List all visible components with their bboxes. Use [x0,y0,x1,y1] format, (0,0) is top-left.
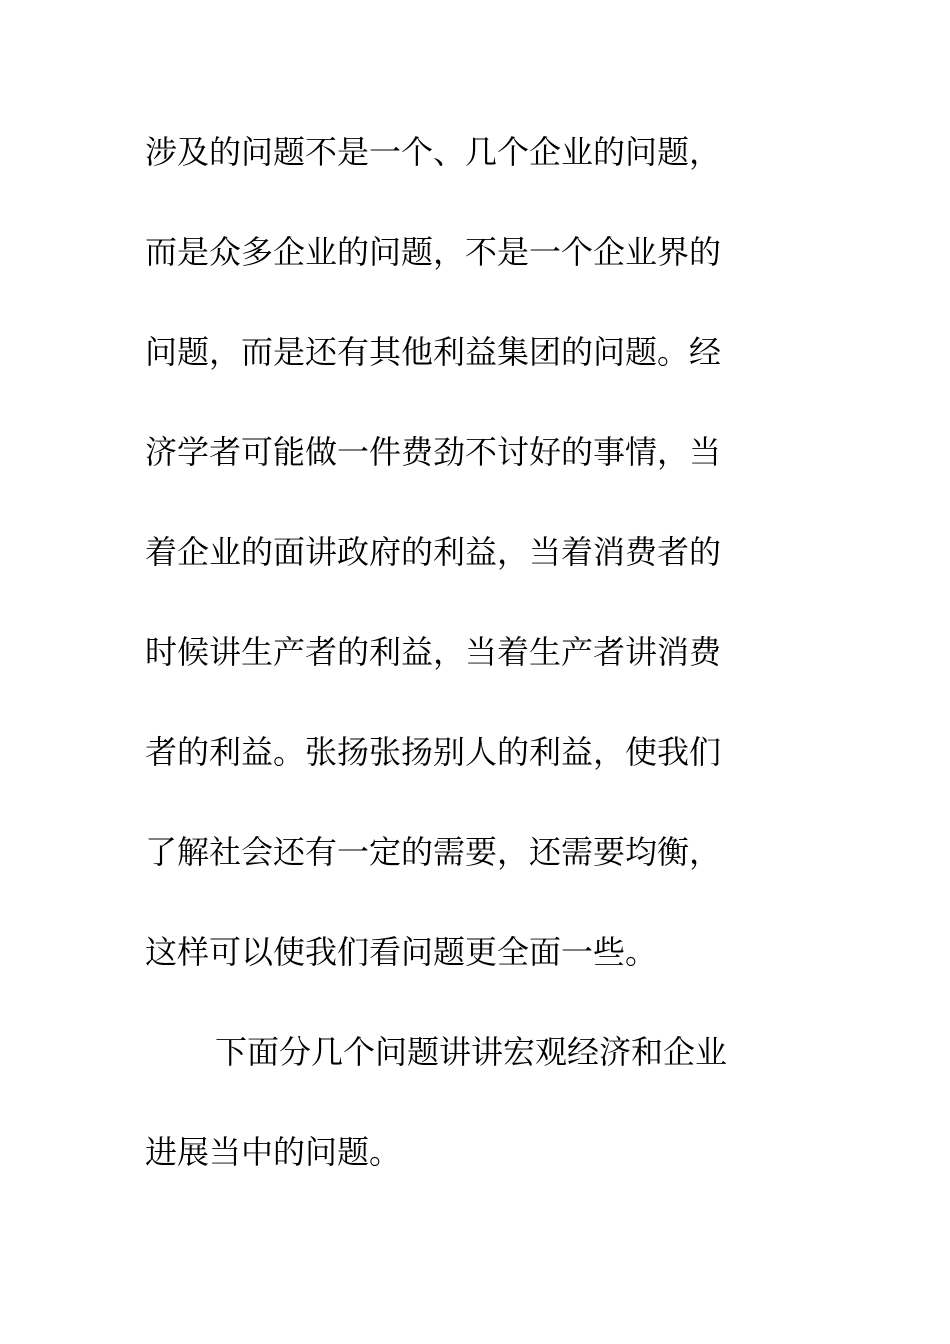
text-line-2: 而是众多企业的问题，不是一个企业界的 [145,233,722,271]
text-line-6: 时候讲生产者的利益，当着生产者讲消费 [145,633,722,671]
text-line-10: 下面分几个问题讲讲宏观经济和企业 [215,1033,728,1071]
text-line-1: 涉及的问题不是一个、几个企业的问题， [145,133,722,171]
text-line-9: 这样可以使我们看问题更全面一些。 [145,933,658,971]
text-line-4: 济学者可能做一件费劲不讨好的事情，当 [145,433,722,471]
text-line-8: 了解社会还有一定的需要，还需要均衡， [145,833,722,871]
text-line-3: 问题，而是还有其他利益集团的问题。经 [145,333,722,371]
text-line-11: 进展当中的问题。 [145,1133,402,1171]
text-line-5: 着企业的面讲政府的利益，当着消费者的 [145,533,722,571]
text-line-7: 者的利益。张扬张扬别人的利益，使我们 [145,733,722,771]
